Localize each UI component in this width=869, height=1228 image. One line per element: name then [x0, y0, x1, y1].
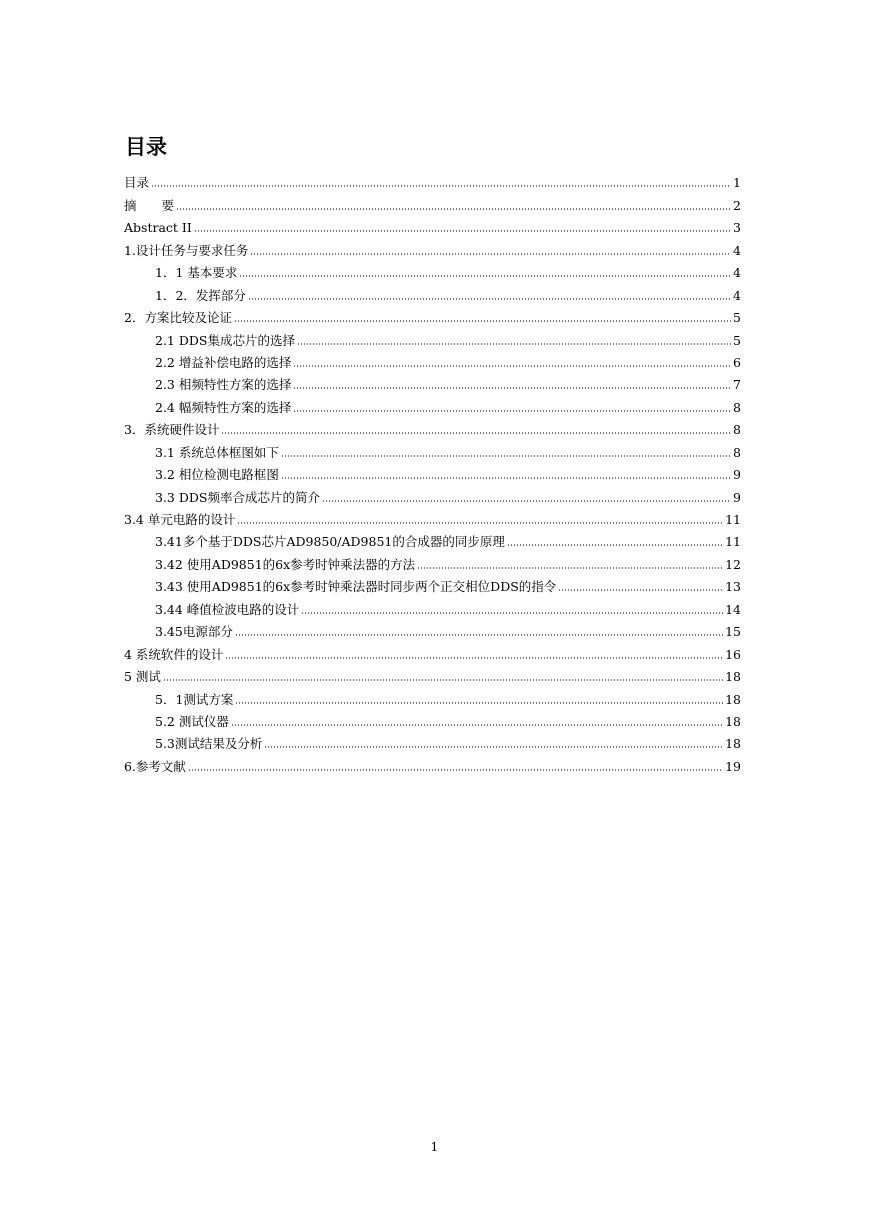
toc-entry[interactable] [124, 418, 741, 440]
toc-entry[interactable] [124, 485, 741, 507]
toc-entry-label: 3.3 DDS频率合成芯片的简介 [155, 489, 320, 505]
toc-entry-page-number: 8 [733, 422, 741, 438]
toc-entry[interactable] [124, 373, 741, 395]
toc-entry[interactable] [124, 508, 741, 530]
toc-entry-label: 3.44 峰值检波电路的设计 [155, 601, 300, 617]
toc-dot-leader [231, 724, 723, 726]
toc-entry-label: 3.4 单元电路的设计 [124, 512, 236, 527]
page-number: 1 [430, 1140, 439, 1154]
toc-entry-label: 3.41多个基于DDS芯片AD9850/AD9851的合成器的同步原理 [155, 534, 505, 550]
toc-entry[interactable] [124, 597, 741, 619]
toc-entry-page-number: 9 [733, 467, 741, 483]
toc-entry[interactable] [124, 710, 741, 732]
toc-entry[interactable] [124, 395, 741, 417]
toc-dot-leader [151, 185, 731, 187]
toc-entry-page-number: 4 [733, 265, 741, 281]
toc-entry-label: 2．方案比较及论证 [124, 310, 232, 326]
toc-dot-leader [176, 208, 731, 210]
toc-entry-label: 5.2 测试仪器 [155, 713, 229, 729]
toc-dot-leader [293, 387, 731, 389]
toc-entry-label: 3.42 使用AD9851的6x参考时钟乘法器的方法 [155, 556, 416, 572]
toc-dot-leader [297, 343, 731, 345]
toc-entry-label: 2.3 相频特性方案的选择 [155, 377, 292, 393]
toc-dot-leader [194, 230, 731, 232]
toc-entry-label: 3.43 使用AD9851的6x参考时钟乘法器时同步两个正交相位DDS的指令 [155, 579, 557, 595]
toc-entry[interactable] [124, 306, 741, 328]
toc-entry[interactable] [124, 754, 741, 776]
toc-entry-label: 目录 [124, 175, 150, 191]
toc-entry-page-number: 4 [733, 287, 741, 303]
toc-entry-page-number: 11 [725, 534, 741, 550]
toc-entry-page-number: 6 [733, 354, 741, 370]
toc-entry[interactable] [124, 351, 741, 373]
toc-dot-leader [163, 679, 723, 681]
toc-dot-leader [417, 567, 723, 569]
toc-dot-leader [558, 589, 723, 591]
toc-entry-label: 1.设计任务与要求任务 [124, 242, 249, 258]
toc-entry[interactable] [124, 530, 741, 552]
toc-entry-page-number: 5 [733, 332, 741, 348]
toc-entry-label: 2.4 幅频特性方案的选择 [155, 399, 292, 415]
toc-dot-leader [221, 432, 731, 434]
toc-entry-label: 5．1测试方案 [155, 691, 234, 707]
toc-entry-page-number: 1 [733, 175, 741, 191]
toc-entry-page-number: 2 [733, 197, 741, 213]
toc-entry[interactable] [124, 440, 741, 462]
toc-entry-label: 3.45电源部分 [155, 624, 233, 640]
toc-entry-page-number: 14 [725, 601, 741, 617]
table-of-contents [124, 171, 741, 777]
toc-entry-label: 6.参考文献 [124, 758, 186, 774]
toc-entry-page-number: 5 [733, 310, 741, 326]
toc-dot-leader [301, 612, 723, 614]
toc-dot-leader [293, 365, 731, 367]
toc-dot-leader [507, 544, 723, 546]
toc-entry[interactable] [124, 283, 741, 305]
toc-dot-leader [264, 746, 723, 748]
toc-entry-label: 3．系统硬件设计 [124, 422, 220, 438]
toc-entry-page-number: 12 [725, 556, 741, 572]
toc-entry-label: Abstract II [124, 220, 192, 236]
toc-entry[interactable] [124, 665, 741, 687]
toc-dot-leader [235, 634, 723, 636]
toc-dot-leader [322, 500, 731, 502]
toc-entry-page-number: 7 [733, 377, 741, 393]
toc-entry-label: 5.3测试结果及分析 [155, 736, 263, 752]
toc-dot-leader [188, 769, 723, 771]
toc-entry[interactable] [124, 171, 741, 193]
toc-entry-label: 2.2 增益补偿电路的选择 [155, 354, 292, 370]
toc-dot-leader [239, 275, 731, 277]
toc-entry-page-number: 8 [733, 399, 741, 415]
toc-entry-page-number: 18 [725, 736, 741, 752]
toc-dot-leader [234, 320, 731, 322]
toc-dot-leader [281, 477, 731, 479]
toc-entry[interactable] [124, 575, 741, 597]
toc-entry-page-number: 15 [725, 624, 741, 640]
toc-entry-label: 5 测试 [124, 669, 161, 685]
toc-entry-page-number: 8 [733, 444, 741, 460]
toc-entry-page-number: 19 [725, 758, 741, 774]
toc-entry[interactable] [124, 620, 741, 642]
toc-entry-page-number: 3 [733, 220, 741, 236]
toc-dot-leader [248, 298, 731, 300]
toc-entry-label: 摘 要 [124, 197, 175, 213]
toc-entry-label: 2.1 DDS集成芯片的选择 [155, 332, 295, 348]
toc-entry-label: 1．1 基本要求 [155, 265, 238, 281]
toc-dot-leader [235, 702, 723, 704]
toc-heading: 目录 [125, 135, 167, 159]
toc-entry[interactable] [124, 328, 741, 350]
toc-entry-page-number: 11 [725, 512, 741, 527]
toc-entry[interactable] [124, 552, 741, 574]
toc-entry-page-number: 4 [733, 242, 741, 258]
toc-entry-page-number: 18 [725, 691, 741, 707]
toc-entry-label: 4 系统软件的设计 [124, 646, 224, 662]
toc-dot-leader [237, 522, 723, 524]
toc-dot-leader [225, 657, 723, 659]
toc-entry[interactable] [124, 642, 741, 664]
toc-entry-page-number: 16 [725, 646, 741, 662]
toc-entry[interactable] [124, 193, 741, 215]
toc-entry-page-number: 9 [733, 489, 741, 505]
toc-entry-label: 3.1 系统总体框图如下 [155, 444, 279, 460]
toc-entry-label: 3.2 相位检测电路框图 [155, 467, 279, 483]
toc-entry[interactable] [124, 261, 741, 283]
toc-entry-page-number: 18 [725, 713, 741, 729]
toc-dot-leader [293, 410, 731, 412]
toc-entry[interactable] [124, 687, 741, 709]
toc-entry[interactable] [124, 216, 741, 238]
toc-entry-page-number: 13 [725, 579, 741, 595]
toc-dot-leader [281, 455, 731, 457]
toc-entry-page-number: 18 [725, 669, 741, 685]
toc-entry[interactable] [124, 238, 741, 260]
toc-entry-label: 1．2．发挥部分 [155, 287, 246, 303]
toc-entry[interactable] [124, 463, 741, 485]
toc-entry[interactable] [124, 732, 741, 754]
toc-dot-leader [250, 253, 731, 255]
